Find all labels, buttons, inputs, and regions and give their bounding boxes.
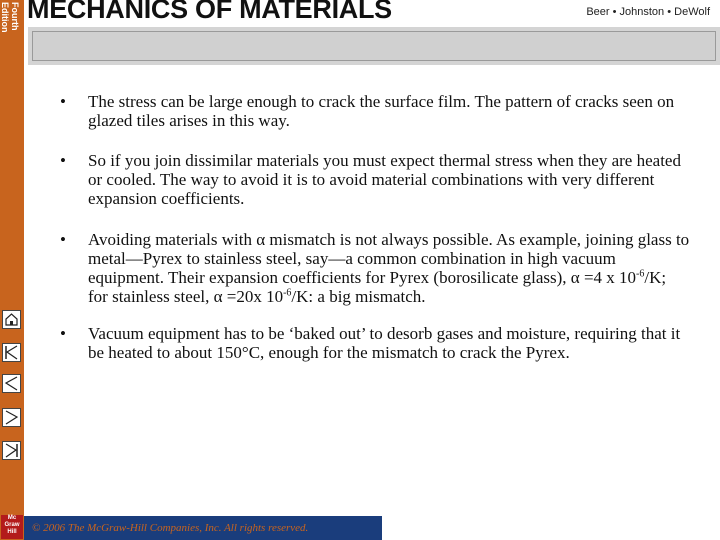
last-slide-button[interactable]: [2, 441, 21, 460]
bullet-marker: •: [60, 324, 66, 343]
bullet-text-part: Avoiding materials with α mismatch is not always possible. As example, joining glass to metal—Pyrex to stainless steel, say—a common combination in high vacuum equipment. Their expansion coefficients for Pyrex (borosilicate glass), α =4 x 10: [88, 230, 690, 287]
bullet-item: [60, 92, 690, 130]
bullet-item: [60, 230, 690, 306]
exponent: -6: [283, 287, 292, 299]
bullet-item: [60, 151, 690, 208]
bullet-marker: •: [60, 92, 66, 111]
edition-line-1: Fourth: [10, 2, 20, 31]
first-slide-button[interactable]: [2, 343, 21, 362]
authors: Beer • Johnston • DeWolf: [586, 6, 710, 18]
bullet-marker: •: [60, 230, 66, 249]
bullet-text: Vacuum equipment has to be ‘baked out’ to desorb gases and moisture, requiring that it be heated to about 150°C, enough for the mismatch to crack the Pyrex.: [88, 324, 681, 362]
previous-slide-icon: [3, 375, 20, 392]
page-title: MECHANICS OF MATERIALS: [27, 0, 392, 24]
bullet-text: The stress can be large enough to crack the surface film. The pattern of cracks seen on glazed tiles arises in this way.: [88, 92, 675, 130]
next-slide-button[interactable]: [2, 408, 21, 427]
bullet-text-part: /K; for stainless steel, α =20x 10: [88, 268, 667, 306]
home-button[interactable]: [2, 310, 21, 329]
first-slide-icon: [3, 344, 20, 361]
logo-line: Hill: [7, 529, 17, 535]
slide-content: [60, 92, 690, 362]
edition-label: [0, 0, 24, 50]
bullet-text: [88, 230, 689, 306]
header-band: [28, 27, 720, 65]
bullet-text-part: /K: a big mismatch.: [291, 287, 426, 306]
header-band-inner: [32, 31, 716, 61]
logo-line: Graw: [4, 522, 20, 528]
bullet-marker: •: [60, 151, 66, 170]
home-icon: [3, 311, 20, 328]
logo-line: Mc: [7, 515, 17, 521]
last-slide-icon: [3, 442, 20, 459]
copyright-notice: © 2006 The McGraw-Hill Companies, Inc. All rights reserved.: [32, 522, 309, 534]
mcgraw-hill-logo: [1, 515, 23, 539]
bullet-text: So if you join dissimilar materials you must expect thermal stress when they are heated or cooled. The way to avoid it is to avoid material combinations with very different expansion coefficients.: [88, 151, 681, 208]
next-slide-icon: [3, 409, 20, 426]
edition-line-2: Edition: [0, 2, 10, 33]
previous-slide-button[interactable]: [2, 374, 21, 393]
exponent: -6: [636, 268, 645, 280]
bullet-item: [60, 324, 690, 362]
